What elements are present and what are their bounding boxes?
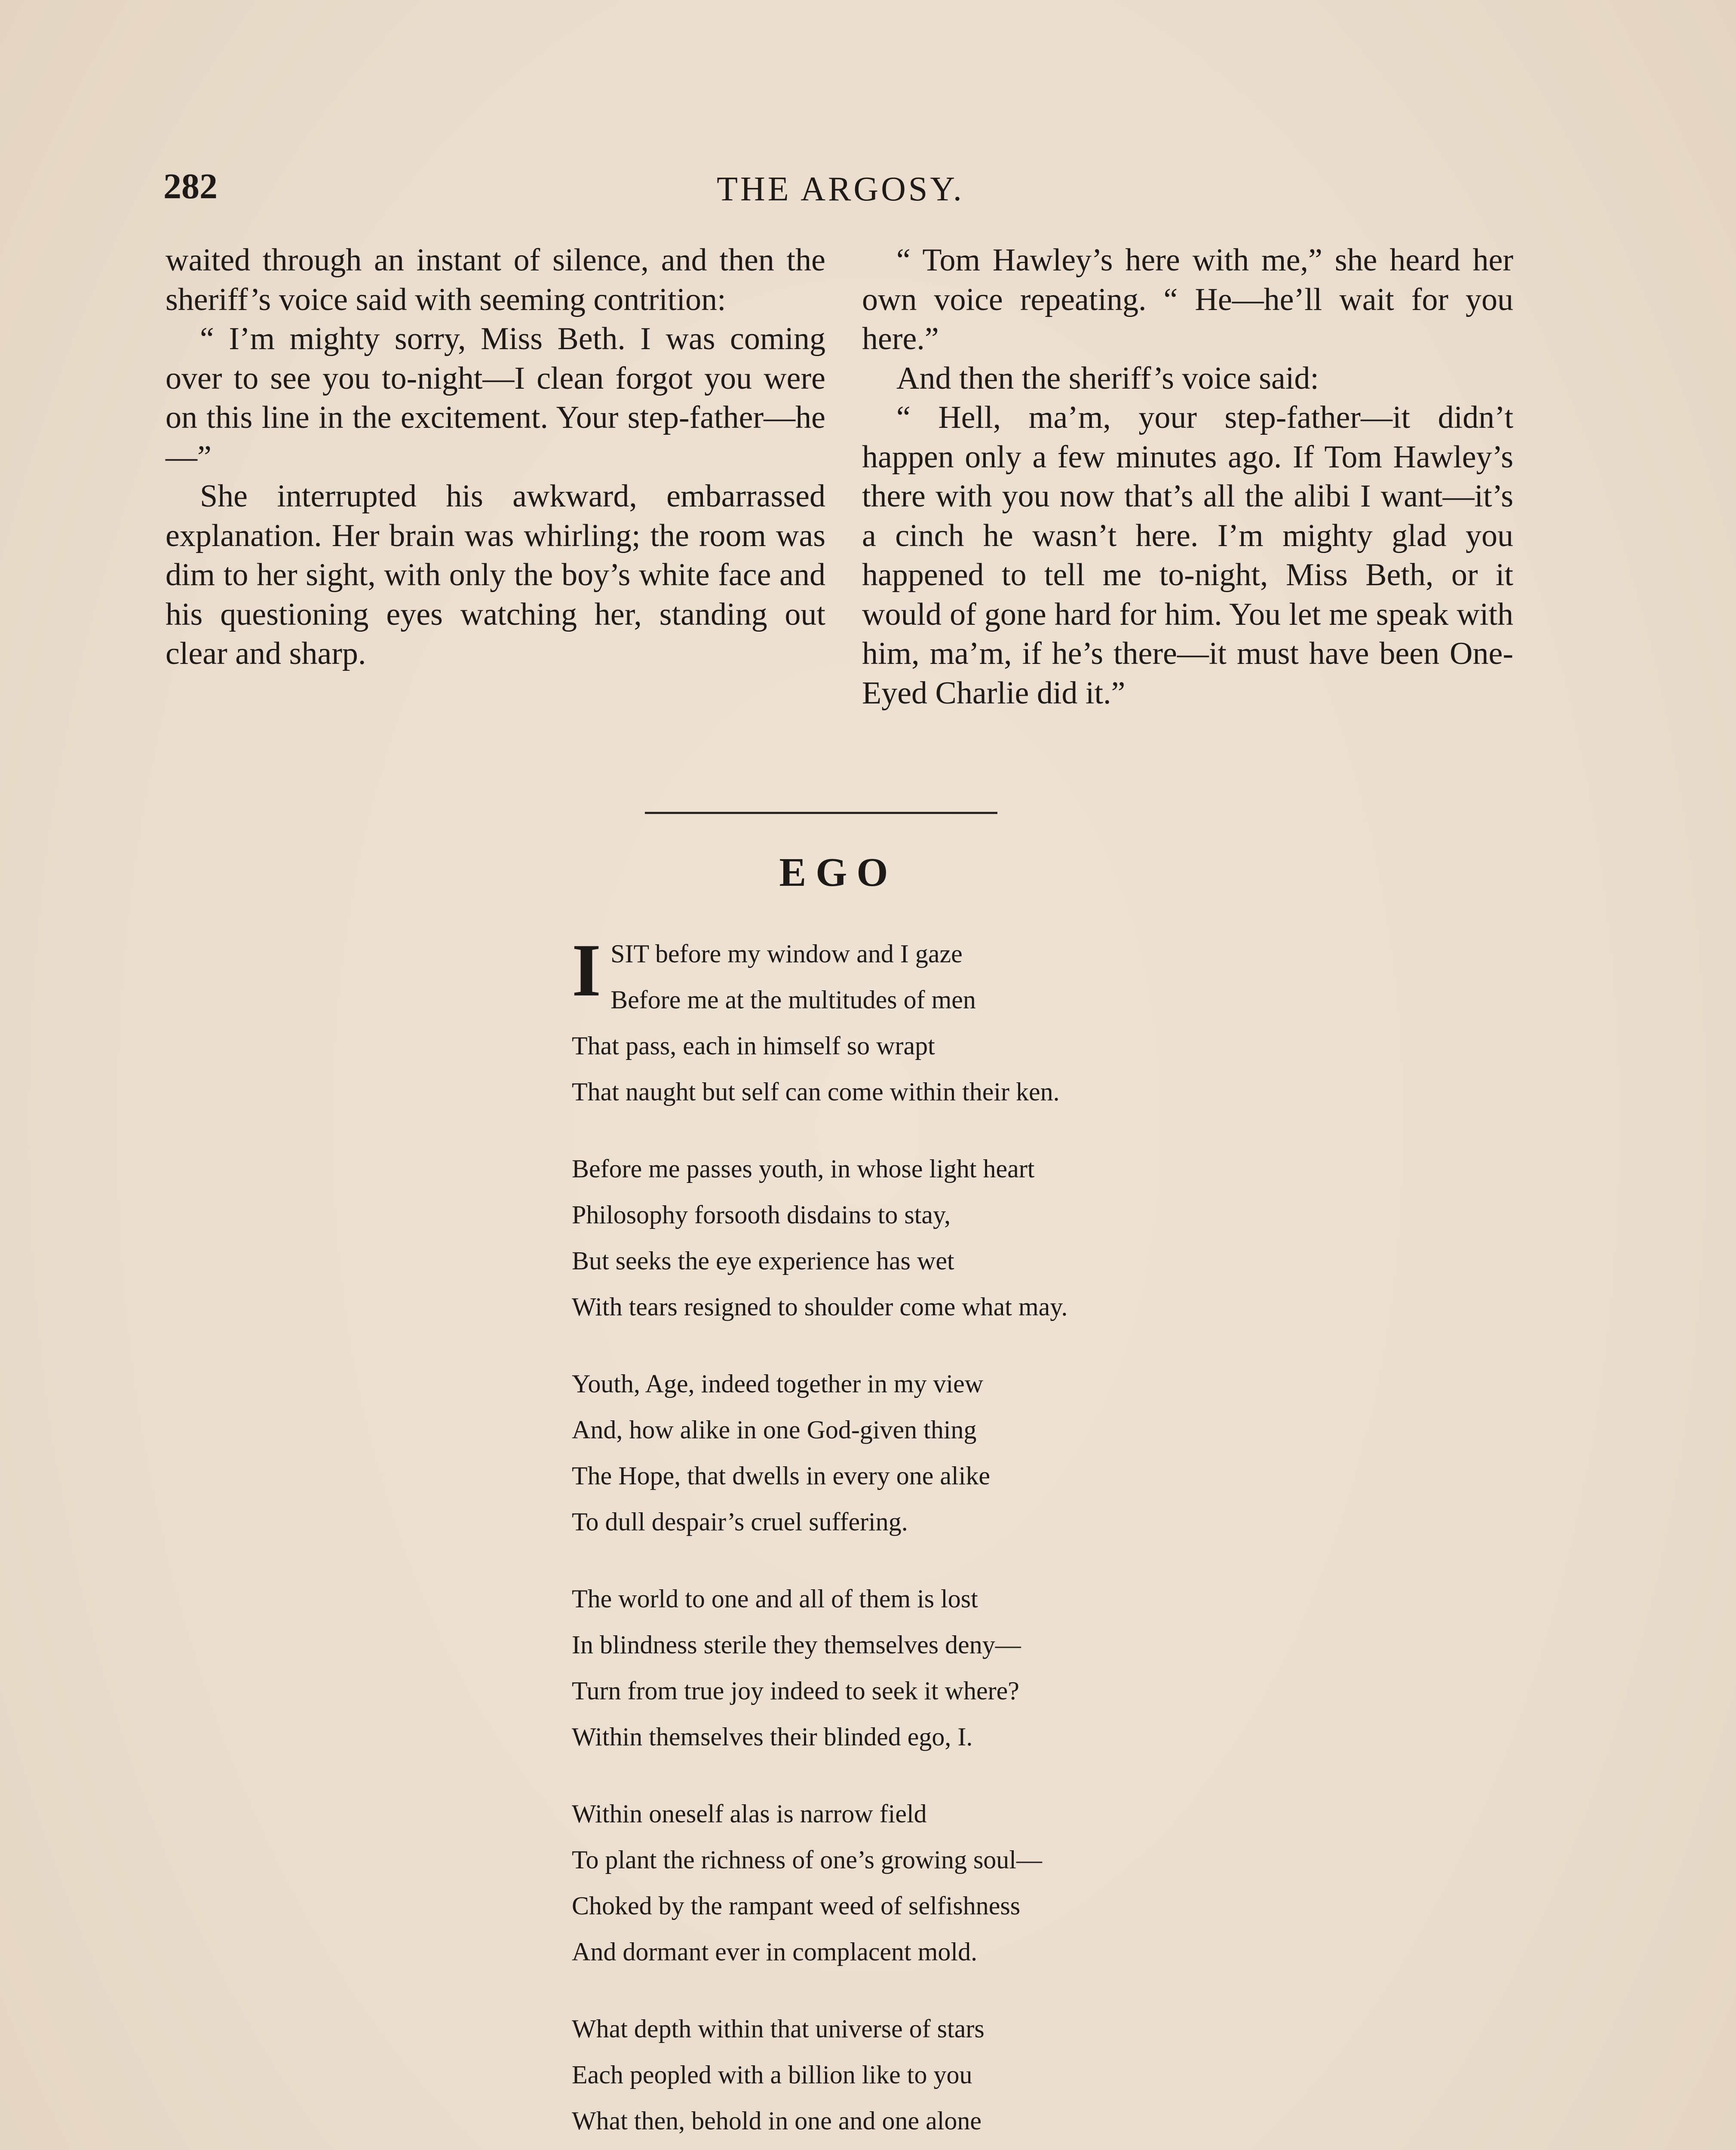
story-left-column (166, 241, 825, 674)
poem-stanza (572, 928, 1303, 1115)
story-paragraph: “ Hell, ma’m, your step-father—it didn’t happen only a few minutes ago. If Tom Hawley’s there with you now that’s all the alibi I want—it’s a cinch he wasn’t here. I’m mighty glad you happened to tell me to-night, Miss Beth, or it would of gone hard for him. You let me speak with him, ma’m, if he’s there—it must have been One-Eyed Charlie did it.” (862, 400, 1513, 711)
poem-stanza (572, 2006, 1303, 2150)
poem-line: Before me passes youth, in whose light heart (572, 1155, 1035, 1183)
poem-line: Before me at the multitudes of men (610, 986, 976, 1014)
poem-line: And, how alike in one God-given thing (572, 1416, 977, 1444)
page-header (163, 166, 1518, 213)
poem-line: In blindness sterile they themselves deny— (572, 1631, 1021, 1659)
poem-stanza (572, 1576, 1303, 1760)
poem-line: SIT before my window and I gaze (610, 940, 963, 968)
story-paragraph: And then the sheriff’s voice said: (896, 360, 1319, 396)
poem-stanza (572, 1791, 1303, 1975)
poem-line: And dormant ever in complacent mold. (572, 1938, 978, 1966)
poem-line: Youth, Age, indeed together in my view (572, 1370, 984, 1398)
poem-line: That pass, each in himself so wrapt (572, 1032, 935, 1060)
poem-line: The world to one and all of them is lost (572, 1585, 978, 1613)
poem-stanza (572, 1361, 1303, 1545)
poem-line (572, 2144, 1303, 2150)
section-divider (645, 812, 997, 814)
poem-title: EGO (779, 850, 898, 895)
poem-line: Choked by the rampant weed of selfishness (572, 1892, 1021, 1920)
poem-line: To plant the richness of one’s growing soul— (572, 1846, 1042, 1874)
poem-line: Within oneself alas is narrow field (572, 1800, 927, 1828)
story-paragraph: She interrupted his awkward, embarrassed explanation. Her brain was whirling; the room was dim to her sight, with only the boy’s white face and his questioning eyes watching her, standing out clear and sharp. (166, 479, 825, 671)
poem-line: Within themselves their blinded ego, I. (572, 1723, 973, 1751)
poem-line: Philosophy forsooth disdains to stay, (572, 1201, 951, 1229)
poem-line: What then, behold in one and one alone (572, 2107, 982, 2135)
story-paragraph: “ I’m mighty sorry, Miss Beth. I was coming over to see you to-night—I clean forgot you were on this line in the excitement. Your step-father—he—” (166, 321, 825, 475)
poem-stanza (572, 1146, 1303, 1330)
story-right-column (862, 241, 1513, 713)
poem-line: But seeks the eye experience has wet (572, 1247, 954, 1275)
poem-line: The Hope, that dwells in every one alike (572, 1462, 991, 1490)
drop-cap: I (572, 928, 601, 1012)
story-paragraph: waited through an instant of silence, and then the sheriff’s voice said with seeming contrition: (166, 243, 825, 317)
poem-line: That naught but self can come within their ken. (572, 1078, 1060, 1106)
poem-line: What depth within that universe of stars (572, 2015, 985, 2043)
poem-line: Each peopled with a billion like to you (572, 2061, 972, 2089)
poem-body (572, 928, 1303, 2150)
poem-line: Turn from true joy indeed to seek it where? (572, 1677, 1019, 1705)
poem-line: To dull despair’s cruel suffering. (572, 1508, 908, 1536)
page-number: 282 (163, 166, 218, 206)
running-head: THE ARGOSY. (717, 170, 964, 208)
story-paragraph: “ Tom Hawley’s here with me,” she heard her own voice repeating. “ He—he’ll wait for you here.” (862, 243, 1513, 356)
poem-line: With tears resigned to shoulder come what may. (572, 1293, 1068, 1321)
